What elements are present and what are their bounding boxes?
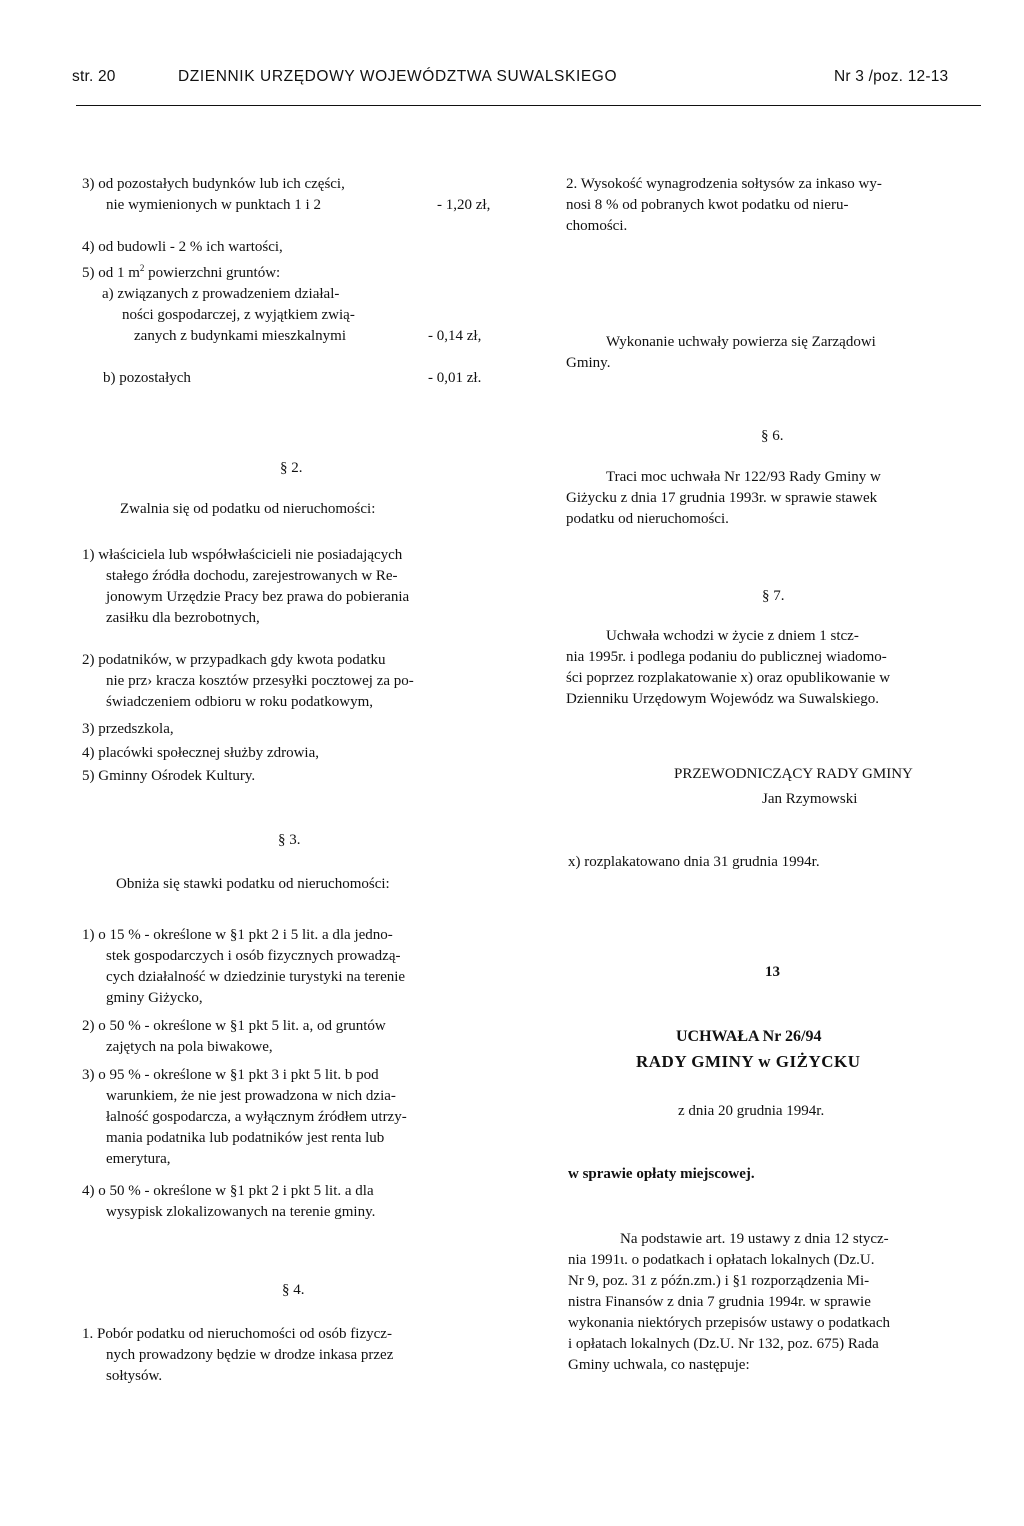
section-6-line: podatku od nieruchomości. [566,511,729,527]
chairman-title: PRZEWODNICZĄCY RADY GMINY [674,766,913,782]
item-5a-line3: zanych z budynkami mieszkalnymi [134,328,347,344]
section-2-line: 1) właściciela lub współwłaścicieli nie posiadających [82,547,403,563]
item-5a-value: - 0,14 zł, [428,328,482,344]
section-7-line: nia 1995r. i podlega podaniu do publicznej wiadomo- [566,649,887,665]
section-4-line: nych prowadzony będzie w drodze inkasa przez [106,1347,394,1363]
item-5b: b) pozostałych [103,370,191,386]
item-5-post: powierzchni gruntów: [144,265,281,281]
section-2-line: jonowym Urzędzie Pracy bez prawa do pobierania [106,589,410,605]
item-3-value: - 1,20 zł, [437,197,491,213]
section-3-intro: Obniża się stawki podatku od nieruchomości: [116,876,390,892]
resolution-date: z dnia 20 grudnia 1994r. [678,1103,825,1119]
section-3-line: 2) o 50 % - określone w §1 pkt 5 lit. a, od gruntów [82,1018,386,1034]
item-5a-line2: ności gospodarczej, z wyjątkiem zwią- [122,307,355,323]
section-2-line: zasiłku dla bezrobotnych, [106,610,260,626]
legal-basis-line: nia 1991ι. o podatkach i opłatach lokalnych (Dz.U. [568,1252,875,1268]
legal-basis-line: Na podstawie art. 19 ustawy z dnia 12 stycz- [620,1231,889,1247]
item-5-pre: 5) od 1 m [82,265,140,281]
section-7-line: ści poprzez rozplakatowanie x) oraz opublikowanie w [566,670,891,686]
item-5 [82,258,280,284]
section-3-line: 3) o 95 % - określone w §1 pkt 3 i pkt 5 lit. b pod [82,1067,379,1083]
section-2-line: 4) placówki społecznej służby zdrowia, [82,745,320,761]
execution-line: Wykonanie uchwały powierza się Zarządowi [606,334,876,350]
section-5-p2-line: nosi 8 % od pobranych kwot podatku od nieru- [566,197,849,213]
issue-number: Nr 3 /poz. 12-13 [834,68,949,85]
section-5-p2-line: 2. Wysokość wynagrodzenia sołtysów za inkaso wy- [566,176,882,192]
resolution-subtitle: RADY GMINY w GIŻYCKU [636,1052,861,1071]
journal-title: DZIENNIK URZĘDOWY WOJEWÓDZTWA SUWALSKIEGO [178,68,618,85]
section-3-line: gminy Giżycko, [106,990,203,1006]
header-rule [76,105,981,106]
section-3-line: cych działalność w dziedzinie turystyki na terenie [106,969,406,985]
section-2-line: 2) podatników, w przypadkach gdy kwota podatku [82,652,386,668]
section-7-heading: § 7. [762,588,785,604]
section-3-line: warunkiem, że nie jest prowadzona w nich dzia- [106,1088,396,1104]
section-6-heading: § 6. [761,428,784,444]
section-7-line: Uchwała wchodzi w życie z dniem 1 stcz- [606,628,859,644]
section-2-line: świadczeniem odbioru w roku podatkowym, [106,694,374,710]
page-number: str. 20 [72,68,116,85]
footnote: x) rozplakatowano dnia 31 grudnia 1994r. [568,854,820,870]
section-3-heading: § 3. [278,832,301,848]
section-4-heading: § 4. [282,1282,305,1298]
section-3-line: 4) o 50 % - określone w §1 pkt 2 i pkt 5 lit. a dla [82,1183,374,1199]
section-2-intro: Zwalnia się od podatku od nieruchomości: [120,501,376,517]
section-6-line: Traci moc uchwała Nr 122/93 Rady Gminy w [606,469,881,485]
item-5-sup: 2 [139,263,145,273]
item-4: 4) od budowli - 2 % ich wartości, [82,239,283,255]
section-3-line: stek gospodarczych i osób fizycznych prowadzą- [106,948,401,964]
legal-basis-line: Nr 9, poz. 31 z późn.zm.) i §1 rozporządzenia Mi- [568,1273,870,1289]
execution-line: Gminy. [566,355,611,371]
item-5a-line1: a) związanych z prowadzeniem działal- [102,286,340,302]
item-3-line1: 3) od pozostałych budynków lub ich części, [82,176,345,192]
section-3-line: mania podatnika lub podatników jest renta lub [106,1130,385,1146]
section-3-line: 1) o 15 % - określone w §1 pkt 2 i 5 lit. a dla jedno- [82,927,393,943]
legal-basis-line: Gminy uchwala, co następuje: [568,1357,750,1373]
section-2-heading: § 2. [280,460,303,476]
legal-basis-line: wykonania niektórych przepisów ustawy o podatkach [568,1315,890,1331]
section-3-line: łalność gospodarcza, a wyłącznym źródłem utrzy- [106,1109,407,1125]
section-3-line: wysypisk zlokalizowanych na terenie gminy. [106,1204,376,1220]
section-4-line: 1. Pobór podatku od nieruchomości od osób fizycz- [82,1326,392,1342]
section-2-line: 3) przedszkola, [82,721,174,737]
document-number: 13 [765,964,780,980]
section-5-p2-line: chomości. [566,218,628,234]
legal-basis-line: i opłatach lokalnych (Dz.U. Nr 132, poz. 675) Rada [568,1336,879,1352]
item-3-line2: nie wymienionych w punktach 1 i 2 [106,197,321,213]
section-6-line: Giżycku z dnia 17 grudnia 1993r. w sprawie stawek [566,490,878,506]
section-3-line: zajętych na pola biwakowe, [106,1039,273,1055]
section-2-line: nie prz› kracza kosztów przesyłki pocztowej za po- [106,673,414,689]
legal-basis-line: nistra Finansów z dnia 7 grudnia 1994r. w sprawie [568,1294,871,1310]
resolution-subject: w sprawie opłaty miejscowej. [568,1166,755,1182]
chairman-name: Jan Rzymowski [762,791,858,807]
resolution-title: UCHWAŁA Nr 26/94 [676,1028,822,1045]
item-5b-value: - 0,01 zł. [428,370,482,386]
section-3-line: emerytura, [106,1151,171,1167]
section-2-line: 5) Gminny Ośrodek Kultury. [82,768,256,784]
section-4-line: sołtysów. [106,1368,163,1384]
section-2-line: stałego źródła dochodu, zarejestrowanych w Re- [106,568,398,584]
section-7-line: Dzienniku Urzędowym Wojewódz wa Suwalskiego. [566,691,880,707]
